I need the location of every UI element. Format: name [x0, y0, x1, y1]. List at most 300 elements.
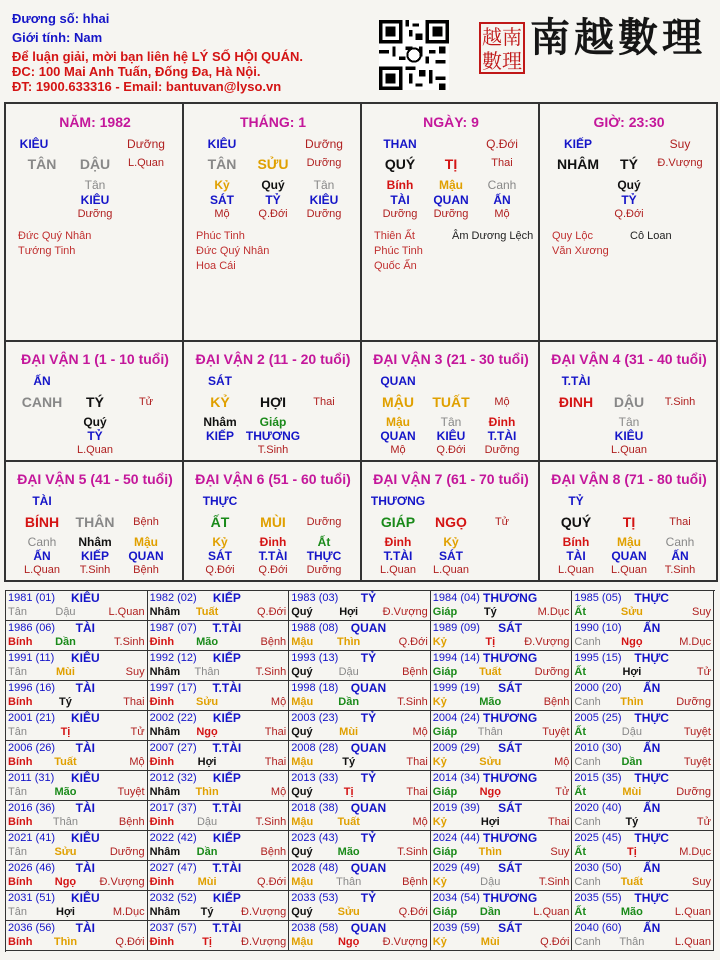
year-branch: Tuất — [54, 756, 77, 768]
year-god: TỶ — [360, 771, 377, 785]
year-cell — [6, 891, 148, 921]
year-cell — [148, 831, 290, 861]
qr-code-icon — [379, 20, 449, 90]
star-label: Đức Quý Nhân — [196, 245, 270, 257]
year-label: 1988 (08) — [291, 622, 339, 634]
year-cell — [572, 891, 714, 921]
year-stem: Ất — [574, 666, 586, 678]
year-cell — [431, 591, 573, 621]
year-phase: Thai — [547, 816, 570, 828]
year-branch: Mùi — [480, 936, 500, 948]
year-cell — [289, 711, 431, 741]
year-label: 2032 (52) — [149, 892, 197, 904]
year-label: 1987 (07) — [149, 622, 197, 634]
contact-line: Để luận giải, mời bạn liên hệ LÝ SỐ HỘI QUÁN. — [12, 49, 303, 64]
year-god: THỰC — [634, 591, 669, 605]
year-god: THỰC — [634, 651, 669, 665]
dai-van-hidden-god: KIÊU — [614, 429, 644, 443]
year-phase: Tuyệt — [542, 726, 570, 738]
year-label: 2014 (34) — [432, 772, 480, 784]
year-label: 2037 (57) — [149, 922, 197, 934]
year-stem: Giáp — [432, 906, 458, 918]
star-label: Quốc Ấn — [374, 260, 417, 272]
year-cell — [6, 591, 148, 621]
year-branch: Thìn — [337, 636, 361, 648]
year-phase: Đ.Vượng — [382, 936, 428, 948]
year-god: THƯƠNG — [482, 831, 538, 845]
year-label: 1994 (14) — [432, 652, 480, 664]
year-stem: Tân — [8, 846, 27, 858]
gender: Giới tính: Nam — [12, 30, 103, 45]
dai-van-phase: Dưỡng — [306, 516, 342, 528]
dai-van-branch: HỢI — [260, 394, 286, 410]
year-god: T.TÀI — [212, 681, 242, 695]
year-cell — [148, 921, 290, 951]
star-label: Văn Xương — [552, 245, 609, 257]
year-label: 2020 (40) — [574, 802, 622, 814]
year-stem: Tân — [8, 606, 27, 618]
year-stem: Đinh — [149, 936, 175, 948]
year-phase: Thai — [123, 696, 145, 708]
year-cell — [572, 681, 714, 711]
year-god: TỶ — [360, 651, 377, 665]
dai-van-title: ĐẠI VẬN 8 (71 - 80 tuổi) — [551, 471, 707, 487]
year-branch: Tuất — [620, 876, 644, 888]
year-branch: Thân — [194, 666, 220, 678]
year-phase: Tử — [555, 786, 570, 798]
annual-luck-table — [5, 590, 715, 952]
dai-van-hidden-god: T.TÀI — [487, 429, 517, 443]
hidden-stem-phase: Dưỡng — [433, 208, 469, 220]
pillar-stem: NHÂM — [557, 156, 599, 172]
year-stem: Tân — [8, 906, 27, 918]
year-cell — [431, 831, 573, 861]
pillar-branch-phase: Suy — [669, 137, 691, 151]
year-cell — [148, 621, 290, 651]
year-label: 2013 (33) — [291, 772, 339, 784]
year-god: ẤN — [643, 801, 661, 815]
dai-van-cell — [184, 462, 362, 582]
year-cell — [6, 651, 148, 681]
year-cell — [431, 681, 573, 711]
year-branch: Mão — [196, 636, 219, 648]
year-cell — [431, 861, 573, 891]
hidden-stem-phase: Dưỡng — [77, 208, 113, 220]
dai-van-hidden-god: T.TÀI — [258, 549, 288, 563]
pillar-branch: DẬU — [79, 156, 111, 172]
year-branch: Mão — [620, 906, 643, 918]
year-branch: Thân — [52, 816, 79, 828]
year-phase: T.Sinh — [255, 816, 287, 828]
year-phase: Mộ — [270, 786, 287, 798]
hidden-stem: Kỷ — [214, 178, 230, 192]
pillar-branch-phase: Q.Đới — [486, 137, 518, 151]
dai-van-god: THƯƠNG — [370, 494, 426, 508]
dai-van-branch: TỊ — [622, 514, 636, 530]
year-label: 1993 (13) — [291, 652, 339, 664]
year-phase: Thai — [406, 786, 428, 798]
year-god: T.TÀI — [212, 621, 242, 635]
year-cell — [289, 591, 431, 621]
year-stem: Mậu — [291, 816, 314, 828]
year-god: KIÊU — [70, 651, 100, 665]
year-cell — [431, 771, 573, 801]
year-branch: Thân — [619, 936, 645, 948]
year-branch: Ngọ — [621, 636, 643, 648]
year-stem: Ất — [574, 906, 586, 918]
dai-van-hidden-phase: L.Quan — [557, 564, 595, 576]
year-phase: Tuyệt — [117, 786, 145, 798]
year-cell — [572, 711, 714, 741]
year-phase: M.Dục — [679, 636, 711, 648]
year-label: 2002 (22) — [149, 712, 197, 724]
dai-van-hidden-stem: Bính — [562, 535, 590, 549]
year-stem: Nhâm — [149, 666, 181, 678]
dai-van-cell — [362, 342, 540, 462]
hidden-stem: Quý — [617, 178, 641, 192]
year-cell — [6, 861, 148, 891]
year-stem: Nhâm — [149, 846, 181, 858]
year-label: 2033 (53) — [291, 892, 339, 904]
year-branch: Sửu — [196, 696, 219, 708]
year-label: 2015 (35) — [574, 772, 622, 784]
year-god: QUAN — [350, 801, 387, 815]
hidden-stem: Mậu — [439, 178, 463, 192]
dai-van-hidden-stem: Tân — [618, 415, 640, 429]
year-stem: Quý — [291, 906, 313, 918]
year-branch: Dần — [55, 636, 76, 648]
dai-van-stem: CANH — [21, 394, 63, 410]
year-stem: Ất — [574, 846, 586, 858]
year-branch: Mão — [54, 786, 77, 798]
year-god: KIẾP — [212, 711, 241, 725]
pillar-branch-phase: Dưỡng — [127, 137, 165, 151]
year-stem: Canh — [574, 816, 601, 828]
year-label: 2005 (25) — [574, 712, 622, 724]
year-cell — [572, 861, 714, 891]
year-cell — [431, 741, 573, 771]
year-stem: Ất — [574, 606, 586, 618]
year-cell — [6, 921, 148, 951]
year-stem: Đinh — [149, 816, 175, 828]
year-god: TÀI — [75, 801, 95, 815]
year-phase: M.Dục — [679, 846, 711, 858]
year-phase: Thai — [264, 726, 287, 738]
year-label: 2023 (43) — [291, 832, 339, 844]
dai-van-title: ĐẠI VẬN 7 (61 - 70 tuổi) — [373, 471, 529, 487]
dai-van-stem: BÍNH — [24, 514, 60, 530]
year-stem: Ất — [574, 726, 586, 738]
year-phase: Đ.Vượng — [382, 606, 428, 618]
year-god: SÁT — [498, 621, 523, 635]
year-label: 1983 (03) — [291, 592, 339, 604]
year-branch: Thân — [477, 726, 503, 738]
year-phase: L.Quan — [533, 906, 570, 918]
dai-van-cell — [184, 342, 362, 462]
year-god: KIÊU — [70, 711, 100, 725]
dai-van-hidden-stem: Kỷ — [212, 535, 228, 549]
year-cell — [6, 681, 148, 711]
year-cell — [572, 651, 714, 681]
hidden-stem-phase: Mộ — [214, 208, 230, 220]
year-cell — [148, 741, 290, 771]
year-label: 2017 (37) — [149, 802, 197, 814]
phone-email-line: ĐT: 1900.633316 - Email: bantuvan@lyso.vn — [12, 79, 282, 94]
dai-van-hidden-stem: Canh — [27, 535, 57, 549]
pillar-stem-god: THAN — [383, 137, 417, 151]
dai-van-hidden-stem: Giáp — [259, 415, 287, 429]
year-god: SÁT — [498, 861, 523, 875]
year-stem: Nhâm — [149, 906, 181, 918]
year-stem: Giáp — [432, 786, 458, 798]
year-phase: Bệnh — [260, 846, 287, 858]
year-branch: Tý — [342, 756, 356, 768]
year-god: TỶ — [360, 711, 377, 725]
year-label: 2026 (46) — [8, 862, 56, 874]
dai-van-phase: Thai — [669, 516, 691, 528]
year-branch: Mão — [479, 696, 502, 708]
year-stem: Kỷ — [432, 696, 447, 708]
year-stem: Mậu — [291, 756, 314, 768]
year-stem: Quý — [291, 846, 313, 858]
year-branch: Tý — [200, 906, 214, 918]
hidden-stem: Quý — [261, 178, 285, 192]
year-branch: Sửu — [479, 756, 502, 768]
year-stem: Mậu — [291, 936, 314, 948]
pillar-cell — [540, 104, 718, 342]
year-stem: Giáp — [432, 846, 458, 858]
dai-van-phase: Mộ — [494, 396, 510, 408]
year-branch: Dậu — [55, 606, 76, 618]
hidden-stem-god: QUAN — [433, 193, 469, 207]
star-label: Quy Lộc — [552, 230, 593, 242]
year-phase: T.Sinh — [255, 666, 287, 678]
hidden-stem: Bính — [386, 178, 414, 192]
star-label: Thiên Ất — [374, 230, 415, 242]
dai-van-hidden-phase: T.Sinh — [257, 444, 289, 456]
year-branch: Dần — [338, 696, 360, 708]
year-phase: Thai — [406, 756, 428, 768]
year-god: KIẾP — [212, 831, 241, 845]
year-phase: Q.Đới — [115, 936, 145, 948]
dai-van-hidden-phase: Bệnh — [133, 564, 159, 576]
year-god: SÁT — [498, 681, 523, 695]
dai-van-hidden-god: KIÊU — [436, 429, 466, 443]
year-god: T.TÀI — [212, 921, 242, 935]
star-label: Phúc Tinh — [196, 230, 245, 242]
dai-van-hidden-stem: Kỷ — [443, 535, 459, 549]
dai-van-title: ĐẠI VẬN 6 (51 - 60 tuổi) — [195, 471, 351, 487]
year-label: 2006 (26) — [8, 742, 56, 754]
year-cell — [6, 831, 148, 861]
year-phase: Đ.Vượng — [524, 636, 570, 648]
year-branch: Tuất — [479, 666, 502, 678]
year-phase: Bệnh — [543, 696, 570, 708]
year-stem: Giáp — [432, 726, 458, 738]
dai-van-branch: TUẤT — [432, 394, 470, 410]
chart-grid — [4, 102, 718, 582]
year-label: 2018 (38) — [291, 802, 339, 814]
year-phase: M.Dục — [112, 906, 145, 918]
dai-van-god: TÀI — [32, 494, 52, 508]
year-label: 2036 (56) — [8, 922, 56, 934]
year-label: 1982 (02) — [149, 592, 197, 604]
year-god: QUAN — [350, 741, 387, 755]
year-phase: Suy — [550, 846, 570, 858]
star-label: Phúc Tinh — [374, 245, 423, 257]
year-branch: Dậu — [621, 726, 642, 738]
dai-van-hidden-stem: Tân — [440, 415, 462, 429]
dai-van-hidden-phase: L.Quan — [23, 564, 61, 576]
year-label: 1996 (16) — [8, 682, 56, 694]
year-branch: Tuất — [195, 606, 219, 618]
year-phase: Suy — [125, 666, 145, 678]
pillar-stem: TÂN — [207, 156, 237, 172]
year-phase: T.Sinh — [397, 696, 428, 708]
pillar-branch: TỊ — [444, 156, 458, 172]
year-label: 2004 (24) — [432, 712, 480, 724]
dai-van-hidden-god: TỶ — [87, 429, 103, 443]
year-phase: Q.Đới — [256, 606, 287, 618]
year-label: 2008 (28) — [291, 742, 339, 754]
dai-van-phase: Bệnh — [133, 516, 159, 528]
year-label: 2034 (54) — [432, 892, 480, 904]
dai-van-hidden-phase: L.Quan — [610, 444, 648, 456]
year-god: SÁT — [498, 921, 523, 935]
dai-van-hidden-stem: Mậu — [386, 415, 410, 429]
pillar-title: THÁNG: 1 — [239, 114, 307, 130]
year-god: THƯƠNG — [482, 651, 538, 665]
year-phase: Tuyệt — [683, 726, 711, 738]
dai-van-stem: KỶ — [210, 394, 230, 410]
year-cell — [289, 681, 431, 711]
year-cell — [6, 741, 148, 771]
year-cell — [148, 681, 290, 711]
year-branch: Hợi — [197, 756, 217, 768]
dai-van-cell — [6, 462, 184, 582]
year-god: TÀI — [75, 921, 95, 935]
year-label: 1986 (06) — [8, 622, 56, 634]
year-cell — [148, 651, 290, 681]
dai-van-hidden-god: SÁT — [439, 549, 463, 563]
year-branch: Tị — [60, 726, 71, 738]
year-god: SÁT — [498, 741, 523, 755]
dai-van-hidden-stem: Nhâm — [203, 415, 237, 429]
dai-van-branch: NGỌ — [435, 514, 467, 530]
year-god: KIẾP — [212, 591, 241, 605]
year-branch: Tị — [202, 936, 212, 948]
year-branch: Hợi — [339, 606, 359, 618]
year-label: 2003 (23) — [291, 712, 339, 724]
pillar-stem-phase: L.Quan — [127, 157, 165, 169]
year-stem: Bính — [8, 936, 33, 948]
year-phase: Dưỡng — [109, 846, 145, 858]
dai-van-stem: ẤT — [210, 514, 230, 530]
year-label: 1999 (19) — [432, 682, 480, 694]
hidden-stem-god: ẤN — [493, 193, 511, 207]
pillar-title: NĂM: 1982 — [59, 114, 131, 130]
year-phase: Đ.Vượng — [241, 936, 287, 948]
pillar-stem-phase: Dưỡng — [306, 157, 342, 169]
year-branch: Tý — [59, 696, 72, 708]
year-phase: Q.Đới — [256, 876, 287, 888]
year-branch: Hợi — [56, 906, 75, 918]
year-phase: Bệnh — [260, 636, 287, 648]
dai-van-title: ĐẠI VẬN 2 (11 - 20 tuổi) — [195, 351, 351, 367]
year-phase: Bệnh — [402, 666, 428, 678]
year-branch: Thìn — [620, 696, 644, 708]
year-stem: Bính — [8, 816, 33, 828]
year-label: 2012 (32) — [149, 772, 197, 784]
year-stem: Canh — [574, 936, 601, 948]
dai-van-hidden-phase: L.Quan — [379, 564, 417, 576]
dai-van-hidden-stem: Đinh — [488, 415, 516, 429]
year-phase: Thai — [264, 756, 287, 768]
year-label: 1997 (17) — [149, 682, 197, 694]
year-label: 2028 (48) — [291, 862, 339, 874]
year-phase: T.Sinh — [538, 876, 570, 888]
star-label-secondary: Cô Loan — [630, 230, 672, 242]
year-label: 2019 (39) — [432, 802, 480, 814]
dai-van-hidden-god: QUAN — [611, 549, 647, 563]
year-label: 2000 (20) — [574, 682, 622, 694]
year-label: 2016 (36) — [8, 802, 56, 814]
year-label: 2024 (44) — [432, 832, 480, 844]
year-phase: Tử — [696, 816, 711, 828]
dai-van-stem: MẬU — [382, 394, 414, 410]
dai-van-hidden-phase: L.Quan — [76, 444, 114, 456]
year-phase: Q.Đới — [540, 936, 570, 948]
year-god: TÀI — [75, 681, 95, 695]
dai-van-title: ĐẠI VẬN 5 (41 - 50 tuổi) — [17, 471, 173, 487]
dai-van-hidden-phase: T.Sinh — [664, 564, 696, 576]
year-stem: Bính — [8, 696, 33, 708]
year-branch: Ngọ — [337, 936, 360, 948]
year-cell — [148, 801, 290, 831]
year-phase: Q.Đới — [398, 636, 428, 648]
year-stem: Bính — [8, 756, 33, 768]
year-stem: Canh — [574, 696, 601, 708]
hidden-stem: Canh — [487, 178, 517, 192]
address-line: ĐC: 100 Mai Anh Tuấn, Đống Đa, Hà Nội. — [12, 64, 261, 79]
year-phase: T.Sinh — [397, 846, 428, 858]
year-branch: Dậu — [196, 816, 218, 828]
dai-van-hidden-stem: Ất — [317, 535, 331, 549]
dai-van-phase: Thai — [313, 396, 335, 408]
year-label: 1989 (09) — [432, 622, 480, 634]
dai-van-phase: T.Sinh — [664, 396, 696, 408]
dai-van-hidden-god: THƯƠNG — [245, 429, 301, 443]
year-stem: Tân — [8, 726, 27, 738]
year-god: QUAN — [350, 681, 387, 695]
year-god: TÀI — [75, 861, 95, 875]
year-god: TÀI — [75, 621, 95, 635]
dai-van-hidden-phase: Dưỡng — [484, 444, 520, 456]
year-god: THỰC — [634, 831, 669, 845]
year-cell — [289, 831, 431, 861]
star-label: Tướng Tinh — [18, 245, 76, 257]
year-branch: Mùi — [197, 876, 217, 888]
hidden-stem-god: KIÊU — [309, 193, 339, 207]
dai-van-branch: MÙI — [260, 514, 286, 530]
year-phase: M.Dục — [537, 606, 570, 618]
year-god: KIÊU — [70, 891, 100, 905]
year-branch: Dần — [479, 906, 501, 918]
hidden-stem-god: TÀI — [390, 193, 410, 207]
year-god: THỰC — [634, 711, 669, 725]
pillar-stem-phase: Đ.Vượng — [657, 157, 703, 169]
year-label: 2030 (50) — [574, 862, 622, 874]
